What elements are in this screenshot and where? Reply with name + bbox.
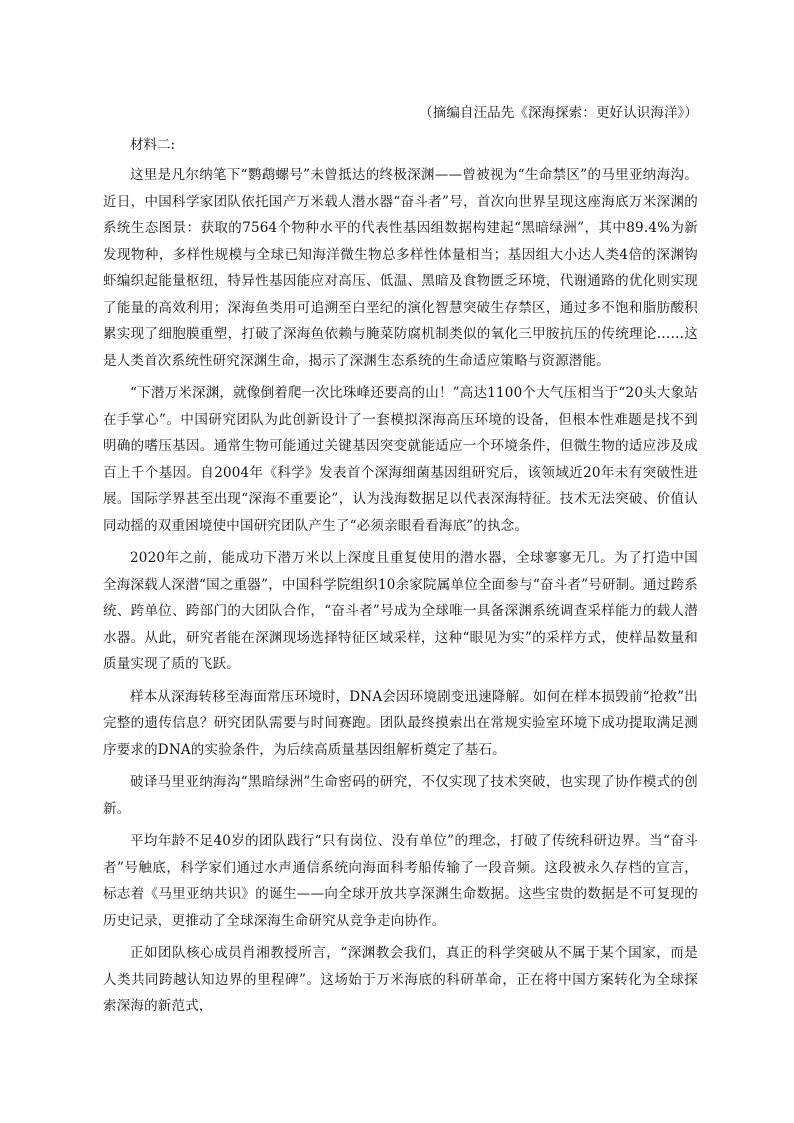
paragraph: “下潜万米深渊，就像倒着爬一次比珠峰还要高的山！”高达1100个大气压相当于“20头大象站在手掌心”。中国研究团队为此创新设计了一套模拟深海高压环境的设备，但根本性难题是找不到明确的嗜压基因。通常生物可能通过关键基因突变就能适应一个环境条件，但微生物的适应涉及成百上千个基因。自2004年《科学》发表首个深海细菌基因组研究后，该领域近20年未有突破性进展。国际学界甚至出现“深海不重要论”，认为浅海数据足以代表深海特征。技术无法突破、价值认同动摇的双重困境使中国研究团队产生了“必须亲眼看看海底”的执念。 <box>103 385 698 534</box>
section-label: 材料二: <box>130 137 176 153</box>
paragraph: 2020年之前，能成功下潜万米以上深度且重复使用的潜水器，全球寥寥无几。为了打造中国全海深载人深潜“国之重器”，中国科学院组织10余家院属单位全面参与“奋斗者”号研制。通过跨系统、跨单位、跨部门的大团队合作，“奋斗者”号成为全球唯一具备深渊系统调查采样能力的载人潜水器。从此，研究者能在深渊现场选择特征区域采样，这种“眼见为实”的采样方式，使样品数量和质量实现了质的飞跃。 <box>103 550 698 672</box>
paragraph: 平均年龄不足40岁的团队践行“只有岗位、没有单位”的理念，打破了传统科研边界。当“奋斗者”号触底，科学家们通过水声通信系统向海面科考船传输了一段音频。这段被永久存档的宣言，标志着《马里亚纳共识》的诞生——向全球开放共享深渊生命数据。这些宝贵的数据是不可复现的历史记录，更推动了全球深海生命研究从竞争走向协作。 <box>103 833 698 929</box>
paragraph: 样本从深海转移至海面常压环境时，DNA会因环境剧变迅速降解。如何在样本损毁前“抢救”出完整的遗传信息？研究团队需要与时间赛跑。团队最终摸索出在常规实验室环境下成功提取满足测序要求的DNA的实验条件，为后续高质量基因组解析奠定了基石。 <box>103 688 698 758</box>
paragraph: 这里是凡尔纳笔下“鹦鹉螺号”未曾抵达的终极深渊——曾被视为“生命禁区”的马里亚纳海沟。近日，中国科学家团队依托国产万米载人潜水器“奋斗者”号，首次向世界呈现这座海底万米深渊的系统生态图景：获取的7564个物种水平的代表性基因组数据构建起“黑暗绿洲”，其中89.4%为新发现物种，多样性规模与全球已知海洋微生物总多样性体量相当；基因组大小达人类4倍的深渊钩虾编织起能量枢纽，特异性基因能应对高压、低温、黑暗及食物匮乏环境，代谢通路的优化则实现了能量的高效利用；深海鱼类用可追溯至白垩纪的演化智慧突破生存禁区，通过多不饱和脂肪酸积累实现了细胞膜重塑，打破了深海鱼依赖与腌菜防腐机制类似的氧化三甲胺抗压的传统理论……这是人类首次系统性研究深渊生命，揭示了深渊生态系统的生命适应策略与资源潜能。 <box>103 167 698 369</box>
source-citation: （摘编自汪品先《深海探索：更好认识海洋》） <box>419 105 698 121</box>
paragraph: 破译马里亚纳海沟“黑暗绿洲”生命密码的研究，不仅实现了技术突破，也实现了协作模式的创新。 <box>103 774 698 817</box>
paragraph: 正如团队核心成员肖湘教授所言，“深渊教会我们，真正的科学突破从不属于某个国家，而是人类共同跨越认知边界的里程碑”。这场始于万米海底的科研革命，正在将中国方案转化为全球探索深海的新范式， <box>103 945 698 1014</box>
